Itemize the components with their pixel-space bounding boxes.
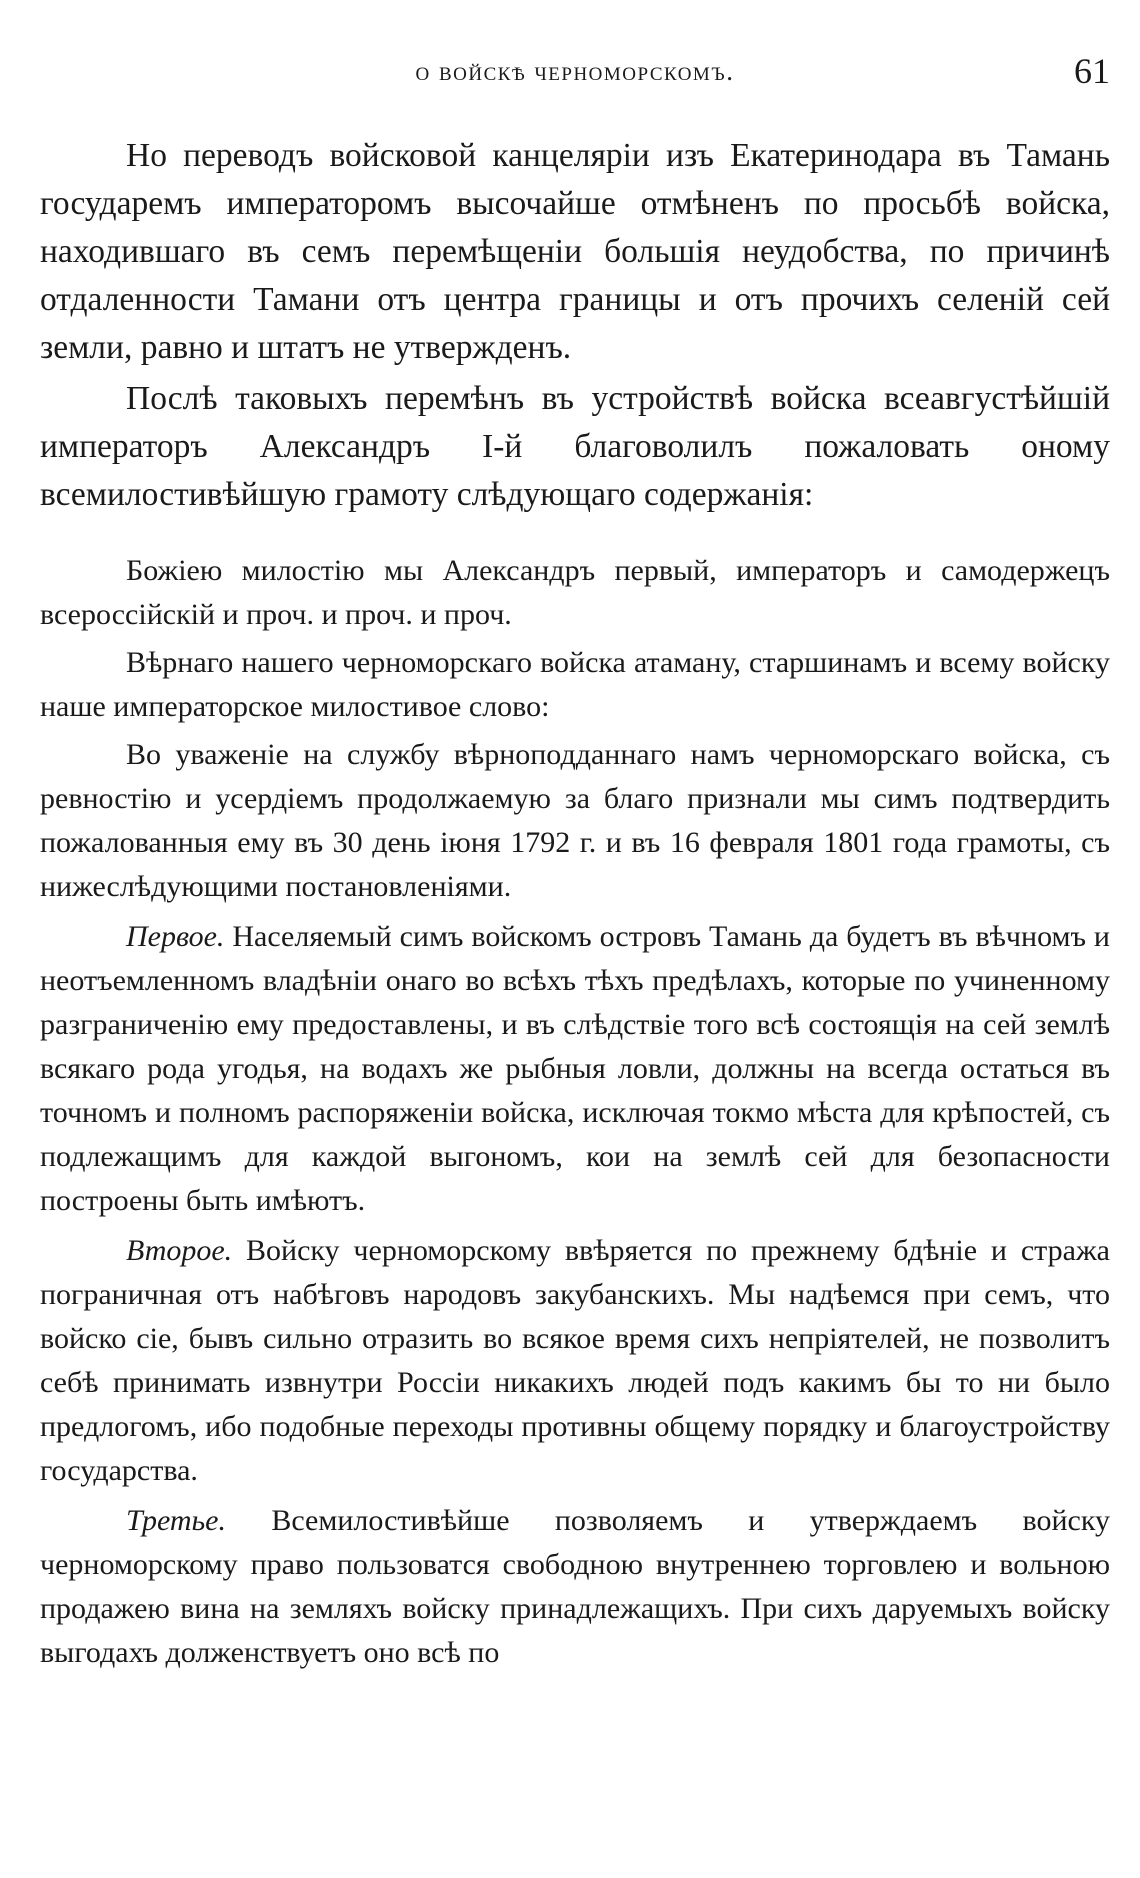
running-title: о войскѣ черноморскомъ. bbox=[415, 56, 735, 86]
page-number: 61 bbox=[1074, 51, 1110, 91]
section-lead-second: Второе. bbox=[126, 1234, 233, 1267]
charter-address: Вѣрнаго нашего черноморскаго войска атаману, старшинамъ и всему войску наше императорское милостивое слово: bbox=[40, 646, 1110, 723]
charter-section-second bbox=[40, 1229, 1110, 1493]
narrative-section bbox=[40, 132, 1110, 519]
section-text-third: Всемилостивѣйше позволяемъ и утверждаемъ войску черноморскому право пользоватся свободною внутреннею торговлею и вольною продажею вина на земляхъ войску принадлежащихъ. При сихъ даруемыхъ войску выгодахъ долженствуетъ оно всѣ по bbox=[40, 1504, 1110, 1669]
section-text-second: Войску черноморскому ввѣряется по прежнему бдѣніе и стража пограничная отъ набѣговъ народовъ закубанскихъ. Мы надѣемся при семъ, что войско сіе, бывъ сильно отразить во всякое время сихъ непріятелей, не позволитъ себѣ принимать извнутри Россіи никакихъ людей подъ какимъ бы то ни было предлогомъ, ибо подобные переходы противны общему порядку и благоустройству государства. bbox=[40, 1234, 1110, 1487]
charter-text bbox=[40, 549, 1110, 1675]
body-text bbox=[40, 132, 1110, 1675]
paragraph-chancellery-transfer: Но переводъ войсковой канцеляріи изъ Екатеринодара въ Тамань государемъ императоромъ высочайше отмѣненъ по просьбѣ войска, находившаго въ семъ перемѣщеніи большія неудобства, по причинѣ отдаленности Тамани отъ центра границы и отъ прочихъ селеній сей земли, равно и штатъ не утвержденъ. bbox=[40, 137, 1110, 366]
section-lead-third: Третье. bbox=[126, 1504, 226, 1537]
charter-preamble: Во уваженіе на службу вѣрноподданнаго намъ черноморскаго войска, съ ревностію и усердіемъ продолжаемую за благо признали мы симъ подтвердить пожалованныя ему въ 30 день іюня 1792 г. и въ 16 февраля 1801 года грамоты, съ нижеслѣдующими постановленіями. bbox=[40, 738, 1110, 903]
charter-section-first bbox=[40, 915, 1110, 1223]
charter-opening: Божіею милостію мы Александръ первый, императоръ и самодержецъ всероссійскій и проч. и проч. и проч. bbox=[40, 554, 1110, 631]
section-text-first: Населяемый симъ войскомъ островъ Тамань да будетъ въ вѣчномъ и неотъемленномъ владѣніи онаго во всѣхъ тѣхъ предѣлахъ, которые по учиненному разграниченію ему предоставлены, и въ слѣдствіе того всѣ состоящія на сей землѣ всякаго рода угодья, на водахъ же рыбныя ловли, должны на всегда остаться въ точномъ и полномъ распоряженіи войска, исключая токмо мѣста для крѣпостей, съ подлежащимъ для каждой выгономъ, кои на землѣ сей для безопасности построены быть имѣютъ. bbox=[40, 920, 1110, 1217]
running-header bbox=[40, 51, 1110, 102]
charter-section-third bbox=[40, 1499, 1110, 1675]
section-lead-first: Первое. bbox=[126, 920, 225, 953]
paragraph-charter-intro: Послѣ таковыхъ перемѣнъ въ устройствѣ войска всеавгустѣйшій императоръ Александръ I-й благоволилъ пожаловать оному всемилостивѣйшую грамоту слѣдующаго содержанія: bbox=[40, 380, 1110, 513]
